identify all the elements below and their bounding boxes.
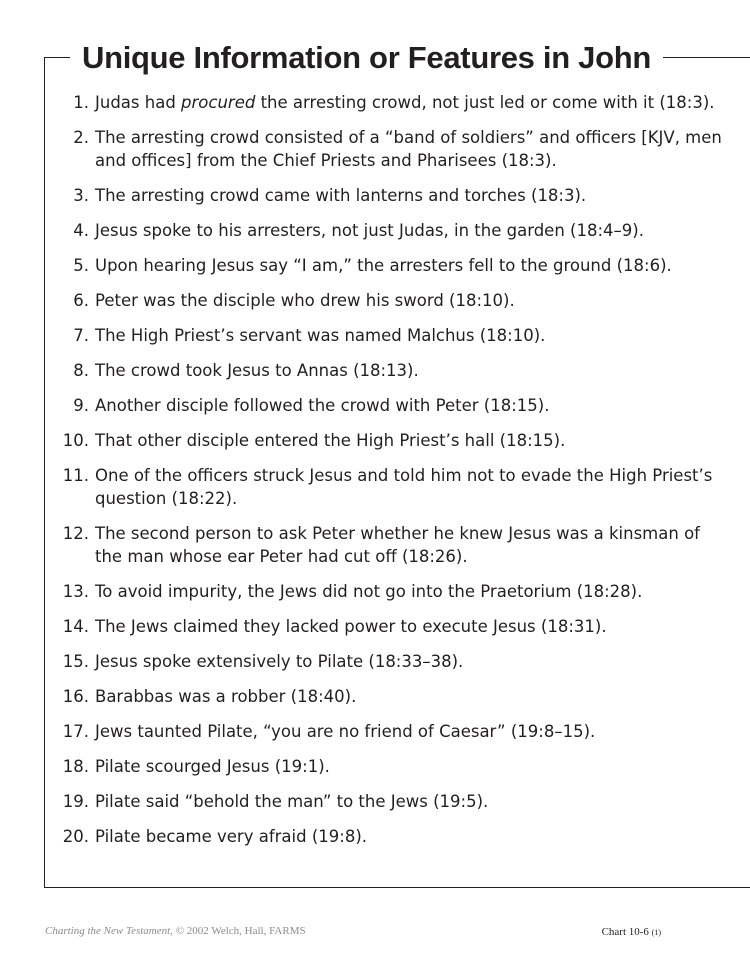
item-text: Another disciple followed the crowd with Peter (18:15).: [95, 396, 550, 415]
emphasis-text: procured: [181, 93, 256, 112]
item-number: 13.: [62, 582, 89, 601]
item-number: 5.: [73, 256, 89, 275]
item-number: 8.: [73, 361, 89, 380]
item-text: The High Priest’s servant was named Malchus (18:10).: [95, 326, 546, 345]
item-text: The crowd took Jesus to Annas (18:13).: [95, 361, 419, 380]
list-item: [52, 825, 732, 848]
list-item: [52, 755, 732, 778]
list-item: [52, 219, 732, 242]
item-number: 2.: [73, 128, 89, 147]
list-item: [52, 126, 732, 172]
item-number: 18.: [62, 757, 89, 776]
item-number: 6.: [73, 291, 89, 310]
feature-list: [52, 91, 732, 860]
item-number: 16.: [62, 687, 89, 706]
item-number: 14.: [62, 617, 89, 636]
item-text: One of the officers struck Jesus and told him not to evade the High Priest’s question (18:22).: [95, 466, 713, 508]
chart-page: (1): [651, 928, 661, 937]
item-text: The second person to ask Peter whether he knew Jesus was a kinsman of the man whose ear Peter had cut off (18:26).: [95, 524, 700, 566]
chart-label: Chart 10-6: [601, 926, 649, 938]
item-text: Peter was the disciple who drew his sword (18:10).: [95, 291, 515, 310]
item-text: Judas had procured the arresting crowd, not just led or come with it (18:3).: [95, 93, 715, 112]
item-number: 1.: [73, 93, 89, 112]
list-item: [52, 91, 732, 114]
item-text: Jesus spoke extensively to Pilate (18:33–38).: [95, 652, 464, 671]
item-text: The arresting crowd consisted of a “band of soldiers” and officers [KJV, men and offices] from the Chief Priests and Pharisees (18:3).: [95, 128, 722, 170]
list-item: [52, 429, 732, 452]
footer-credit: [45, 925, 306, 937]
item-text: Pilate said “behold the man” to the Jews (19:5).: [95, 792, 489, 811]
list-item: [52, 324, 732, 347]
list-item: [52, 790, 732, 813]
list-item: [52, 685, 732, 708]
item-number: 4.: [73, 221, 89, 240]
item-text: Pilate became very afraid (19:8).: [95, 827, 368, 846]
item-number: 12.: [62, 524, 89, 543]
item-text: The arresting crowd came with lanterns and torches (18:3).: [95, 186, 587, 205]
list-item: [52, 289, 732, 312]
item-number: 15.: [62, 652, 89, 671]
copyright-text: © 2002 Welch, Hall, FARMS: [172, 925, 306, 937]
item-text: Jews taunted Pilate, “you are no friend of Caesar” (19:8–15).: [95, 722, 596, 741]
list-item: [52, 615, 732, 638]
item-text: To avoid impurity, the Jews did not go into the Praetorium (18:28).: [95, 582, 643, 601]
item-number: 17.: [62, 722, 89, 741]
item-number: 9.: [73, 396, 89, 415]
item-text: Jesus spoke to his arresters, not just Judas, in the garden (18:4–9).: [95, 221, 644, 240]
item-number: 11.: [62, 466, 89, 485]
item-number: 20.: [62, 827, 89, 846]
list-item: [52, 650, 732, 673]
item-text: Barabbas was a robber (18:40).: [95, 687, 357, 706]
item-text: Pilate scourged Jesus (19:1).: [95, 757, 330, 776]
book-title: Charting the New Testament,: [45, 925, 173, 937]
chart-number: [602, 926, 661, 938]
list-item: [52, 522, 732, 568]
item-number: 19.: [62, 792, 89, 811]
item-text: That other disciple entered the High Priest’s hall (18:15).: [95, 431, 566, 450]
list-item: [52, 464, 732, 510]
page-title: Unique Information or Features in John: [70, 36, 663, 80]
list-item: [52, 580, 732, 603]
item-text: Upon hearing Jesus say “I am,” the arresters fell to the ground (18:6).: [95, 256, 672, 275]
list-item: [52, 254, 732, 277]
list-item: [52, 720, 732, 743]
list-item: [52, 359, 732, 382]
item-text: The Jews claimed they lacked power to execute Jesus (18:31).: [95, 617, 607, 636]
list-item: [52, 394, 732, 417]
list-item: [52, 184, 732, 207]
item-number: 10.: [62, 431, 89, 450]
item-number: 3.: [73, 186, 89, 205]
item-number: 7.: [73, 326, 89, 345]
